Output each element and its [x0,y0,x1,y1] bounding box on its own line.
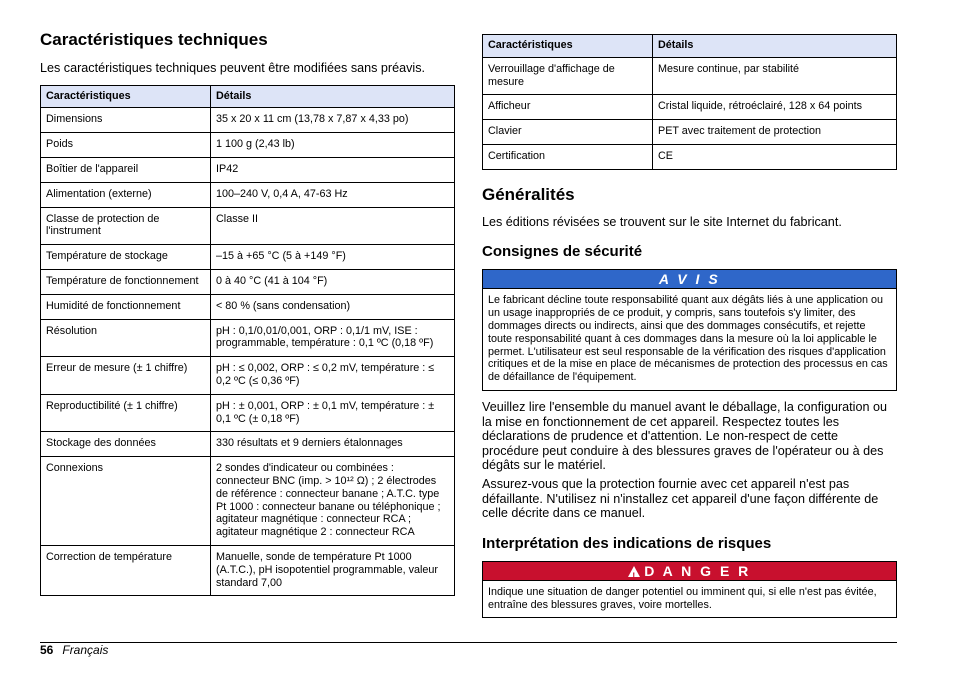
table-row [41,245,455,270]
spec-name-cell: Erreur de mesure (± 1 chiffre) [41,357,211,395]
table-header-cell: Caractéristiques [483,35,653,58]
spec-detail-cell: 100–240 V, 0,4 A, 47-63 Hz [211,182,455,207]
spec-name-cell: Reproductibilité (± 1 chiffre) [41,394,211,432]
table-row [483,95,897,120]
notice-box [482,269,897,391]
table-row [41,545,455,595]
danger-box [482,561,897,619]
table-header-row [41,85,455,108]
spec-name-cell: Température de stockage [41,245,211,270]
spec-detail-cell: pH : ± 0,001, ORP : ± 0,1 mV, température : ± 0,1 ºC (± 0,18 ºF) [211,394,455,432]
spec-detail-cell: Mesure continue, par stabilité [653,57,897,95]
spec-name-cell: Résolution [41,319,211,357]
right-column [482,34,897,618]
spec-detail-cell: CE [653,144,897,169]
safety-paragraph-2: Assurez-vous que la protection fournie avec cet appareil n'est pas défaillante. N'utilisez ni n'installez cet appareil d'une façon différente de celle décrite dans ce manuel. [482,476,879,521]
danger-label: D A N G E R [644,562,751,579]
table-header-cell: Détails [211,85,455,108]
specs-table-continued [482,34,897,170]
spec-name-cell: Verrouillage d'affichage de mesure [483,57,653,95]
spec-detail-cell: 35 x 20 x 11 cm (13,78 x 7,87 x 4,33 po) [211,108,455,133]
table-row [483,120,897,145]
specs-table [40,85,455,597]
spec-name-cell: Connexions [41,457,211,546]
footer [40,643,108,657]
generalites-text: Les éditions révisées se trouvent sur le site Internet du fabricant. [482,214,842,229]
spec-detail-cell: pH : 0,1/0,01/0,001, ORP : 0,1/1 mV, ISE : programmable, température : 0,1 ºC (0,18 ºF) [211,319,455,357]
table-header-cell: Détails [653,35,897,58]
spec-detail-cell: 2 sondes d'indicateur ou combinées : connecteur BNC (imp. > 10¹² Ω) ; 2 électrodes de référence : connecteur banane ; A.T.C. type Pt 1000 : connecteur banane ou téléphonique ; agitateur magnétique : connecteur RCA ; agitateur magnétique 2 : connecteur RCA [211,457,455,546]
table-row [483,57,897,95]
page-number: 56 [40,643,54,657]
spec-name-cell: Boîtier de l'appareil [41,157,211,182]
safety-paragraph-1: Veuillez lire l'ensemble du manuel avant le déballage, la configuration ou la mise en fonctionnement de cet appareil. Respectez toutes les déclarations de prudence et d'attention. Le non-respect de cette procédure peut conduire à des blessures graves de l'opérateur ou à des dégâts sur le matériel. [482,399,887,473]
danger-text: Indique une situation de danger potentiel ou imminent qui, si elle n'est pas évitée, entraîne des blessures graves, voire mortelles. [483,580,896,618]
warning-triangle-icon [628,566,640,577]
spec-detail-cell: Manuelle, sonde de température Pt 1000 (A.T.C.), pH isopotentiel programmable, valeur standard 7,00 [211,545,455,595]
spec-detail-cell: 1 100 g (2,43 lb) [211,133,455,158]
page-language: Français [62,643,109,657]
table-header-cell: Caractéristiques [41,85,211,108]
spec-name-cell: Afficheur [483,95,653,120]
spec-detail-cell: IP42 [211,157,455,182]
table-row [41,357,455,395]
spec-name-cell: Humidité de fonctionnement [41,294,211,319]
table-row [41,294,455,319]
notice-text: Le fabricant décline toute responsabilité quant aux dégâts liés à une application ou un usage inappropriés de ce produit, y compris, sans toutefois s'y limiter, des dommages directs ou indirects, ainsi que des dommages consécutifs, et rejette toute responsabilité quant à ces dommages dans la mesure où la loi applicable le permet. L'utilisateur est seul responsable de la vérification des risques d'application critiques et de la mise en place de mécanismes de protection des processus en cas de défaillance de l'équipement. [483,288,896,390]
section-title-generalites: Généralités [482,184,575,204]
spec-name-cell: Température de fonctionnement [41,269,211,294]
spec-detail-cell: 330 résultats et 9 derniers étalonnages [211,432,455,457]
spec-detail-cell: –15 à +65 °C (5 à +149 °F) [211,245,455,270]
table-row [41,319,455,357]
section-title-securite: Consignes de sécurité [482,243,643,261]
spec-detail-cell: < 80 % (sans condensation) [211,294,455,319]
table-row [41,207,455,245]
table-row [41,269,455,294]
table-row [41,394,455,432]
spec-detail-cell: PET avec traitement de protection [653,120,897,145]
section-title-risques: Interprétation des indications de risques [482,534,772,552]
specs-intro: Les caractéristiques techniques peuvent être modifiées sans préavis. [40,61,426,75]
footer-divider [40,642,897,643]
table-row [41,108,455,133]
spec-name-cell: Clavier [483,120,653,145]
spec-name-cell: Dimensions [41,108,211,133]
table-header-row [483,35,897,58]
spec-name-cell: Stockage des données [41,432,211,457]
left-column [40,30,455,596]
table-row [41,133,455,158]
spec-name-cell: Poids [41,133,211,158]
notice-label: A V I S [483,270,896,288]
spec-name-cell: Correction de température [41,545,211,595]
section-title-specs: Caractéristiques techniques [40,30,268,49]
spec-name-cell: Classe de protection de l'instrument [41,207,211,245]
spec-detail-cell: 0 à 40 °C (41 à 104 °F) [211,269,455,294]
table-row [41,457,455,546]
spec-name-cell: Alimentation (externe) [41,182,211,207]
spec-detail-cell: Classe II [211,207,455,245]
table-row [41,157,455,182]
danger-label-bar [483,562,896,580]
spec-name-cell: Certification [483,144,653,169]
table-row [483,144,897,169]
spec-detail-cell: pH : ≤ 0,002, ORP : ≤ 0,2 mV, température : ≤ 0,2 ºC (≤ 0,36 ºF) [211,357,455,395]
table-row [41,182,455,207]
table-row [41,432,455,457]
spec-detail-cell: Cristal liquide, rétroéclairé, 128 x 64 points [653,95,897,120]
